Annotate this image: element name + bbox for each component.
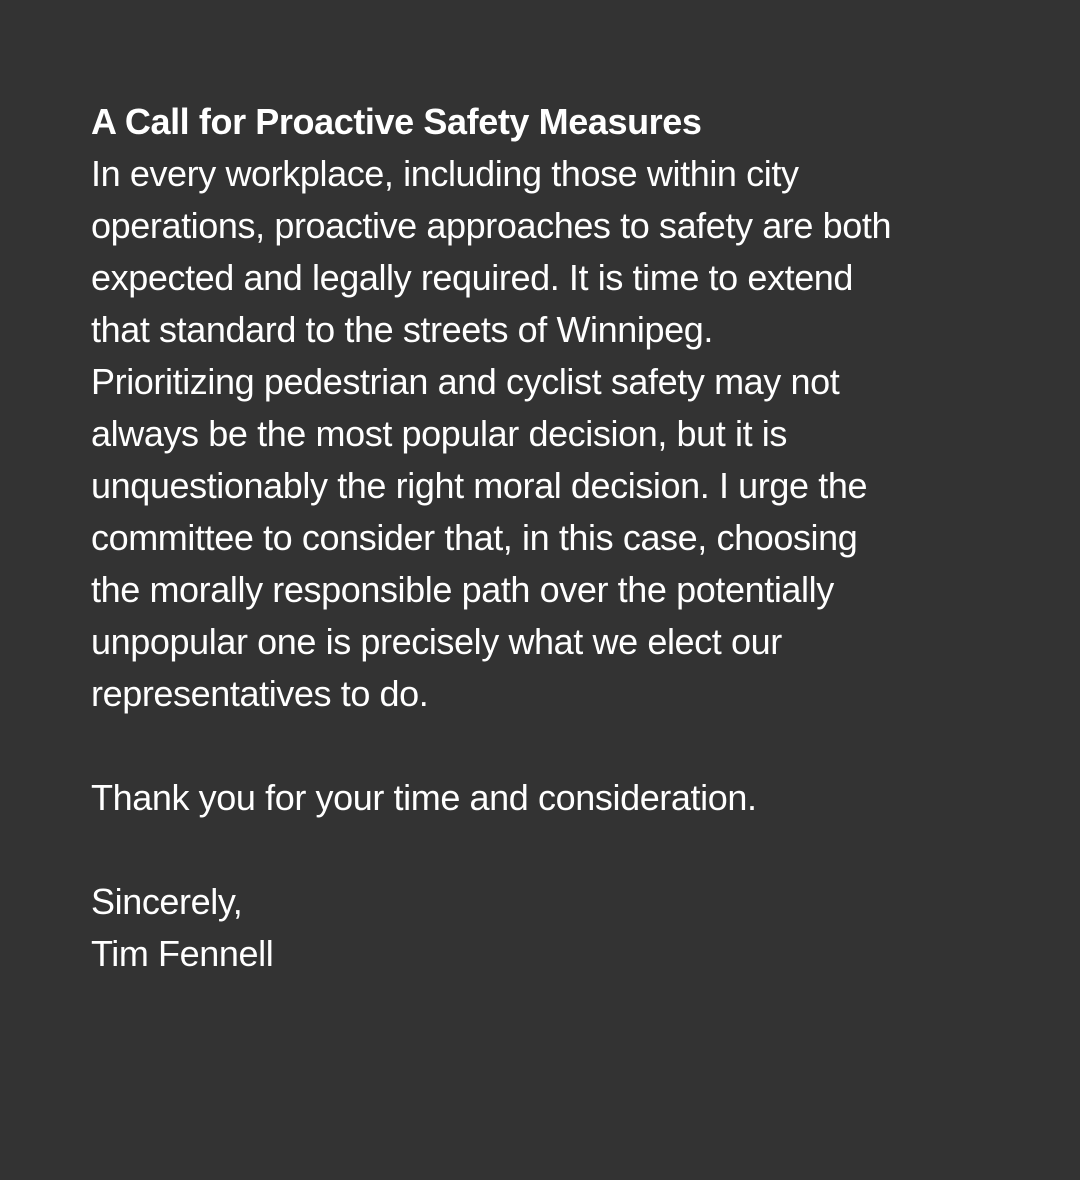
body-line: operations, proactive approaches to safety are both	[91, 205, 892, 246]
letter-heading: A Call for Proactive Safety Measures	[91, 101, 702, 142]
signature-name: Tim Fennell	[91, 933, 274, 974]
body-line: Prioritizing pedestrian and cyclist safety may not	[91, 361, 840, 402]
body-line: In every workplace, including those within city	[91, 153, 799, 194]
letter-body	[91, 148, 1001, 720]
letter-content	[91, 96, 1001, 980]
body-line: unquestionably the right moral decision. I urge the	[91, 465, 868, 506]
body-line: that standard to the streets of Winnipeg.	[91, 309, 713, 350]
body-line: expected and legally required. It is time to extend	[91, 257, 854, 298]
paragraph-gap	[91, 824, 1001, 876]
body-line: representatives to do.	[91, 673, 429, 714]
body-line: always be the most popular decision, but it is	[91, 413, 787, 454]
body-line: the morally responsible path over the potentially	[91, 569, 834, 610]
body-line: unpopular one is precisely what we elect our	[91, 621, 782, 662]
closing-line: Sincerely,	[91, 881, 243, 922]
paragraph-gap	[91, 720, 1001, 772]
body-line: committee to consider that, in this case, choosing	[91, 517, 858, 558]
thanks-line: Thank you for your time and consideration.	[91, 777, 757, 818]
